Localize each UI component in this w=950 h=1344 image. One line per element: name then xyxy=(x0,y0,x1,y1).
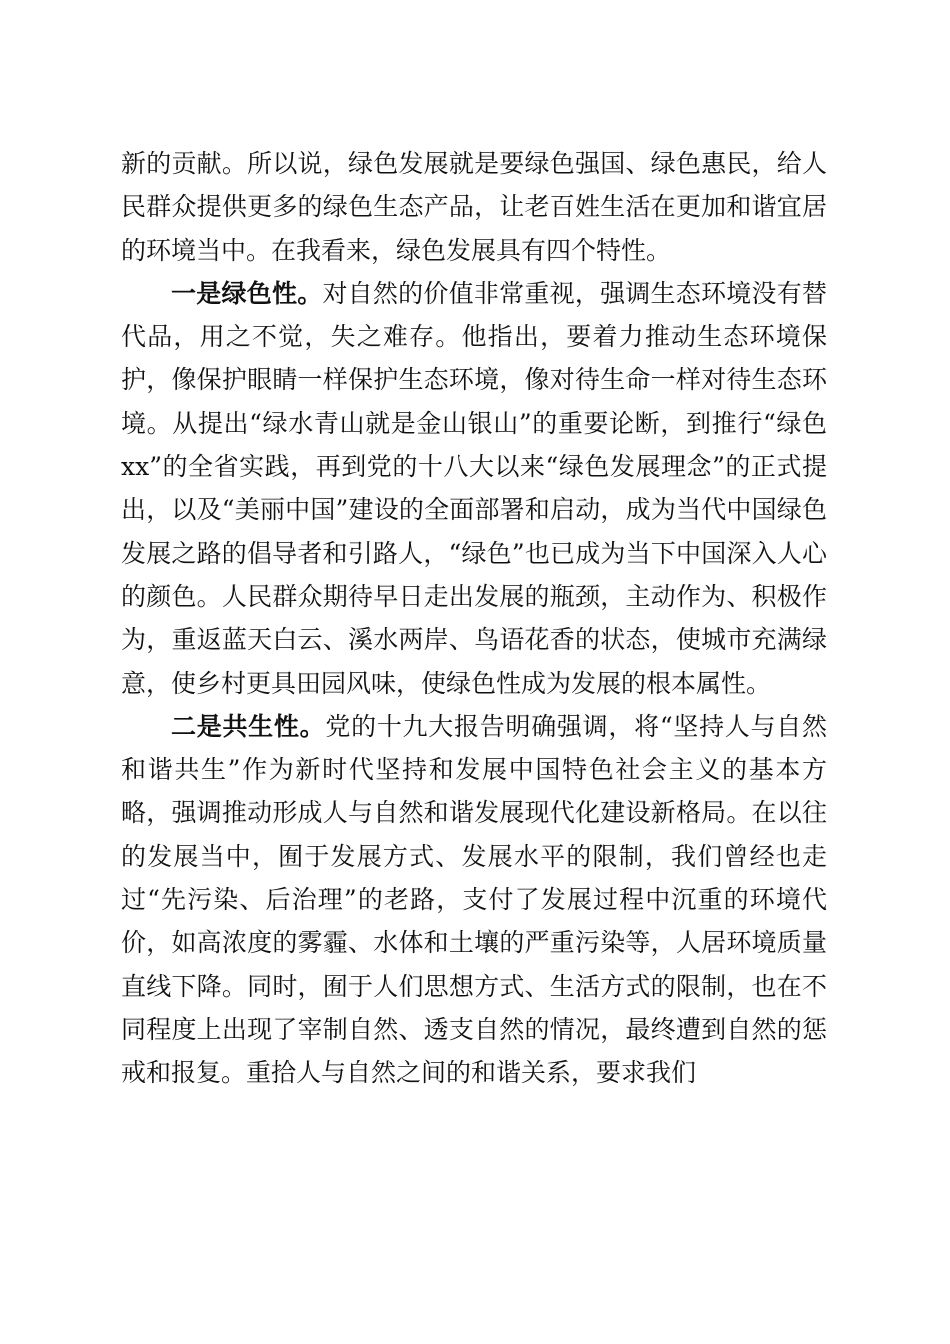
document-body xyxy=(121,142,827,1095)
paragraph-text: 新的贡献。所以说，绿色发展就是要绿色强国、绿色惠民，给人民群众提供更多的绿色生态产品，让老百姓生活在更加和谐宜居的环境当中。在我看来，绿色发展具有四个特性。 xyxy=(121,149,827,265)
paragraph-text: 党的十九大报告明确强调，将“坚持人与自然和谐共生”作为新时代坚持和发展中国特色社会主义的基本方略，强调推动形成人与自然和谐发展现代化建设新格局。在以往的发展当中，囿于发展方式、发展水平的限制，我们曾经也走过“先污染、后治理”的老路，支付了发展过程中沉重的环境代价，如高浓度的雾霾、水体和土壤的严重污染等，人居环境质量直线下降。同时，囿于人们思想方式、生活方式的限制，也在不同程度上出现了宰制自然、透支自然的情况，最终遭到自然的惩戒和报复。重拾人与自然之间的和谐关系，要求我们 xyxy=(121,711,827,1088)
paragraph-text: 对自然的价值非常重视，强调生态环境没有替代品，用之不觉，失之难存。他指出，要着力推动生态环境保护，像保护眼睛一样保护生态环境，像对待生命一样对待生态环境。从提出“绿水青山就是金山银山”的重要论断，到推行“绿色xx”的全省实践，再到党的十八大以来“绿色发展理念”的正式提出，以及“美丽中国”建设的全面部署和启动，成为当代中国绿色发展之路的倡导者和引路人，“绿色”也已成为当下中国深入人心的颜色。人民群众期待早日走出发展的瓶颈，主动作为、积极作为，重返蓝天白云、溪水两岸、鸟语花香的状态，使城市充满绿意，使乡村更具田园风味，使绿色性成为发展的根本属性。 xyxy=(121,278,827,698)
paragraph-symbiosis xyxy=(121,705,827,1095)
paragraph-lead-heading: 一是绿色性。 xyxy=(171,278,323,308)
paragraph-continuation xyxy=(121,142,827,272)
paragraph-greenness xyxy=(121,272,827,705)
paragraph-lead-heading: 二是共生性。 xyxy=(171,711,326,741)
